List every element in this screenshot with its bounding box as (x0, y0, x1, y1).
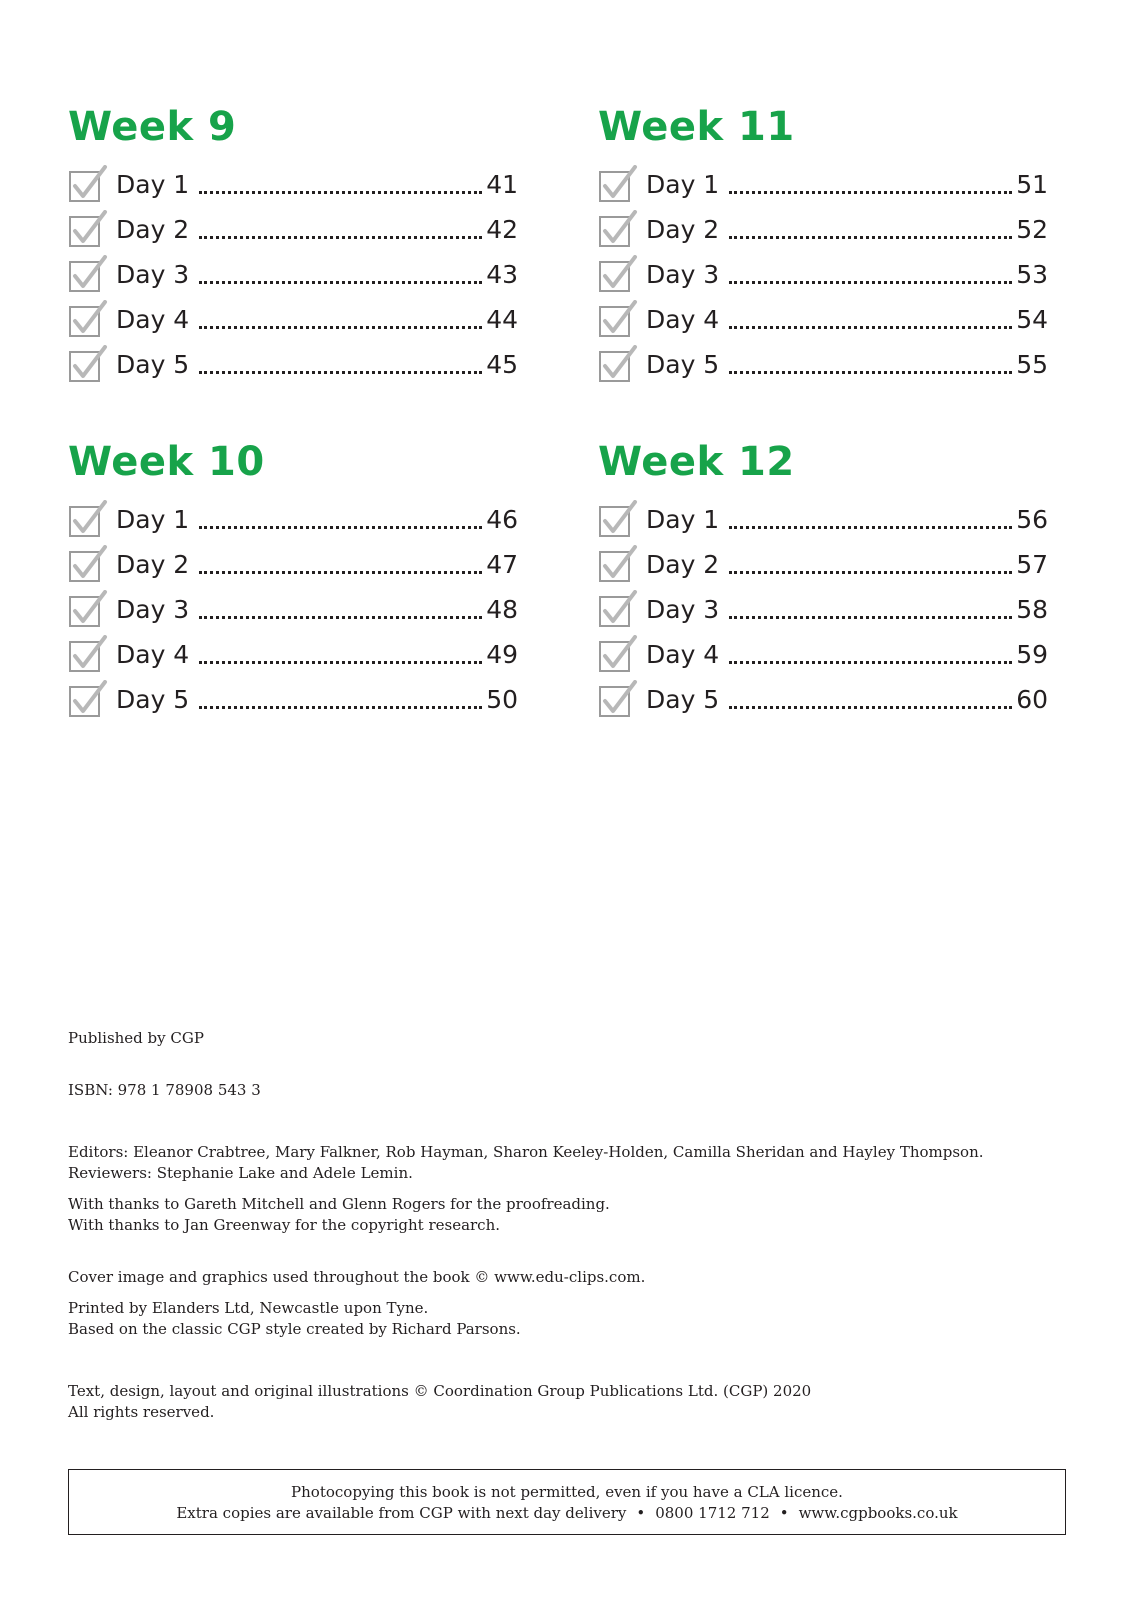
thanks-copyright: With thanks to Jan Greenway for the copyright research. (68, 1216, 501, 1234)
dot-leader (199, 326, 482, 329)
day-list (598, 162, 1048, 387)
day-label: Day 2 (646, 215, 720, 244)
dot-leader (729, 706, 1012, 709)
day-label: Day 2 (116, 215, 190, 244)
day-row (598, 632, 1048, 677)
dot-leader (199, 371, 482, 374)
week-title: Week 10 (68, 439, 265, 485)
tick-icon (598, 210, 638, 250)
dot-leader (199, 616, 482, 619)
day-label: Day 5 (116, 350, 190, 379)
day-row (598, 252, 1048, 297)
page-number: 46 (486, 505, 518, 534)
week-block-11 (598, 104, 1048, 387)
checkbox-icon[interactable] (598, 680, 638, 720)
day-row (68, 342, 518, 387)
checkbox-icon[interactable] (598, 300, 638, 340)
day-row (68, 207, 518, 252)
day-row (598, 677, 1048, 722)
day-label: Day 5 (646, 350, 720, 379)
week-block-9 (68, 104, 518, 387)
day-row (598, 297, 1048, 342)
tick-icon (68, 590, 108, 630)
tick-icon (598, 590, 638, 630)
day-row (598, 497, 1048, 542)
day-label: Day 1 (646, 505, 720, 534)
page-number: 55 (1016, 350, 1048, 379)
editors: Editors: Eleanor Crabtree, Mary Falkner, Rob Hayman, Sharon Keeley-Holden, Camilla Sheridan and Hayley Thompson. (68, 1143, 984, 1161)
page-number: 42 (486, 215, 518, 244)
checkbox-icon[interactable] (68, 590, 108, 630)
tick-icon (598, 255, 638, 295)
day-label: Day 4 (646, 305, 720, 334)
dot-leader (729, 616, 1012, 619)
tick-icon (68, 165, 108, 205)
checkbox-icon[interactable] (68, 300, 108, 340)
dot-leader (199, 571, 482, 574)
copyright: Text, design, layout and original illustrations © Coordination Group Publications Ltd. (CGP) 2020 (68, 1382, 812, 1400)
dot-leader (729, 281, 1012, 284)
checkbox-icon[interactable] (68, 500, 108, 540)
day-label: Day 3 (116, 595, 190, 624)
tick-icon (68, 545, 108, 585)
tick-icon (68, 255, 108, 295)
page-number: 52 (1016, 215, 1048, 244)
day-list (68, 162, 518, 387)
day-row (68, 632, 518, 677)
day-label: Day 4 (116, 640, 190, 669)
dot-leader (729, 191, 1012, 194)
page-number: 49 (486, 640, 518, 669)
page-number: 56 (1016, 505, 1048, 534)
dot-leader (199, 526, 482, 529)
day-row (68, 297, 518, 342)
tick-icon (68, 345, 108, 385)
dot-leader (729, 661, 1012, 664)
day-row (598, 207, 1048, 252)
dot-leader (729, 571, 1012, 574)
based-on: Based on the classic CGP style created by Richard Parsons. (68, 1320, 521, 1338)
day-label: Day 1 (116, 170, 190, 199)
week-title: Week 9 (68, 104, 237, 150)
day-label: Day 2 (646, 550, 720, 579)
phone-number: 0800 1712 712 (655, 1504, 770, 1522)
printed-by: Printed by Elanders Ltd, Newcastle upon Tyne. (68, 1299, 429, 1317)
page-number: 53 (1016, 260, 1048, 289)
tick-icon (68, 210, 108, 250)
tick-icon (68, 680, 108, 720)
checkbox-icon[interactable] (68, 545, 108, 585)
day-label: Day 2 (116, 550, 190, 579)
page-number: 47 (486, 550, 518, 579)
page-number: 51 (1016, 170, 1048, 199)
week-block-10 (68, 439, 518, 722)
page-number: 59 (1016, 640, 1048, 669)
tick-icon (598, 345, 638, 385)
checkbox-icon[interactable] (598, 590, 638, 630)
dot-leader (729, 526, 1012, 529)
day-row (68, 677, 518, 722)
tick-icon (598, 680, 638, 720)
tick-icon (68, 635, 108, 675)
page-number: 57 (1016, 550, 1048, 579)
dot-leader (199, 706, 482, 709)
all-rights-reserved: All rights reserved. (68, 1403, 215, 1421)
day-list (68, 497, 518, 722)
dot-leader (199, 661, 482, 664)
checkbox-icon[interactable] (68, 255, 108, 295)
page-number: 48 (486, 595, 518, 624)
tick-icon (598, 165, 638, 205)
day-row (598, 587, 1048, 632)
day-row (598, 342, 1048, 387)
photocopy-notice (68, 1469, 1066, 1535)
week-block-12 (598, 439, 1048, 722)
delivery-text: Extra copies are available from CGP with next day delivery (176, 1504, 627, 1522)
day-label: Day 5 (116, 685, 190, 714)
dot-leader (729, 236, 1012, 239)
page-number: 45 (486, 350, 518, 379)
day-label: Day 4 (646, 640, 720, 669)
day-row (598, 162, 1048, 207)
week-title: Week 12 (598, 439, 795, 485)
checkbox-icon[interactable] (598, 635, 638, 675)
day-label: Day 1 (116, 505, 190, 534)
tick-icon (598, 300, 638, 340)
tick-icon (68, 500, 108, 540)
tick-icon (68, 300, 108, 340)
bullet-separator: • (636, 1504, 646, 1522)
day-label: Day 3 (116, 260, 190, 289)
day-row (68, 162, 518, 207)
notice-line-1: Photocopying this book is not permitted, even if you have a CLA licence. (291, 1483, 843, 1501)
day-row (68, 542, 518, 587)
published-by: Published by CGP (68, 1029, 204, 1047)
page-number: 44 (486, 305, 518, 334)
page-number: 50 (486, 685, 518, 714)
dot-leader (729, 326, 1012, 329)
bullet-separator: • (779, 1504, 789, 1522)
dot-leader (199, 281, 482, 284)
cover-image-credit: Cover image and graphics used throughout the book © www.edu-clips.com. (68, 1268, 646, 1286)
dot-leader (199, 191, 482, 194)
day-row (68, 252, 518, 297)
thanks-proofreading: With thanks to Gareth Mitchell and Glenn Rogers for the proofreading. (68, 1195, 610, 1213)
page-number: 58 (1016, 595, 1048, 624)
checkbox-icon[interactable] (598, 210, 638, 250)
checkbox-icon[interactable] (68, 210, 108, 250)
day-label: Day 1 (646, 170, 720, 199)
dot-leader (199, 236, 482, 239)
checkbox-icon[interactable] (598, 165, 638, 205)
page-number: 54 (1016, 305, 1048, 334)
day-label: Day 4 (116, 305, 190, 334)
isbn: ISBN: 978 1 78908 543 3 (68, 1081, 261, 1099)
tick-icon (598, 545, 638, 585)
checkbox-icon[interactable] (68, 165, 108, 205)
tick-icon (598, 500, 638, 540)
website-link[interactable]: www.cgpbooks.co.uk (798, 1504, 958, 1522)
dot-leader (729, 371, 1012, 374)
checkbox-icon[interactable] (68, 345, 108, 385)
checkbox-icon[interactable] (598, 545, 638, 585)
checkbox-icon[interactable] (598, 255, 638, 295)
day-label: Day 5 (646, 685, 720, 714)
checkbox-icon[interactable] (68, 635, 108, 675)
checkbox-icon[interactable] (598, 345, 638, 385)
checkbox-icon[interactable] (68, 680, 108, 720)
reviewers: Reviewers: Stephanie Lake and Adele Lemin. (68, 1164, 413, 1182)
day-row (68, 587, 518, 632)
page-number: 60 (1016, 685, 1048, 714)
page-number: 43 (486, 260, 518, 289)
tick-icon (598, 635, 638, 675)
day-row (598, 542, 1048, 587)
publication-credits (68, 1028, 1068, 1423)
page-number: 41 (486, 170, 518, 199)
day-label: Day 3 (646, 260, 720, 289)
day-list (598, 497, 1048, 722)
week-title: Week 11 (598, 104, 795, 150)
checkbox-icon[interactable] (598, 500, 638, 540)
day-label: Day 3 (646, 595, 720, 624)
day-row (68, 497, 518, 542)
notice-line-2 (69, 1503, 1065, 1524)
